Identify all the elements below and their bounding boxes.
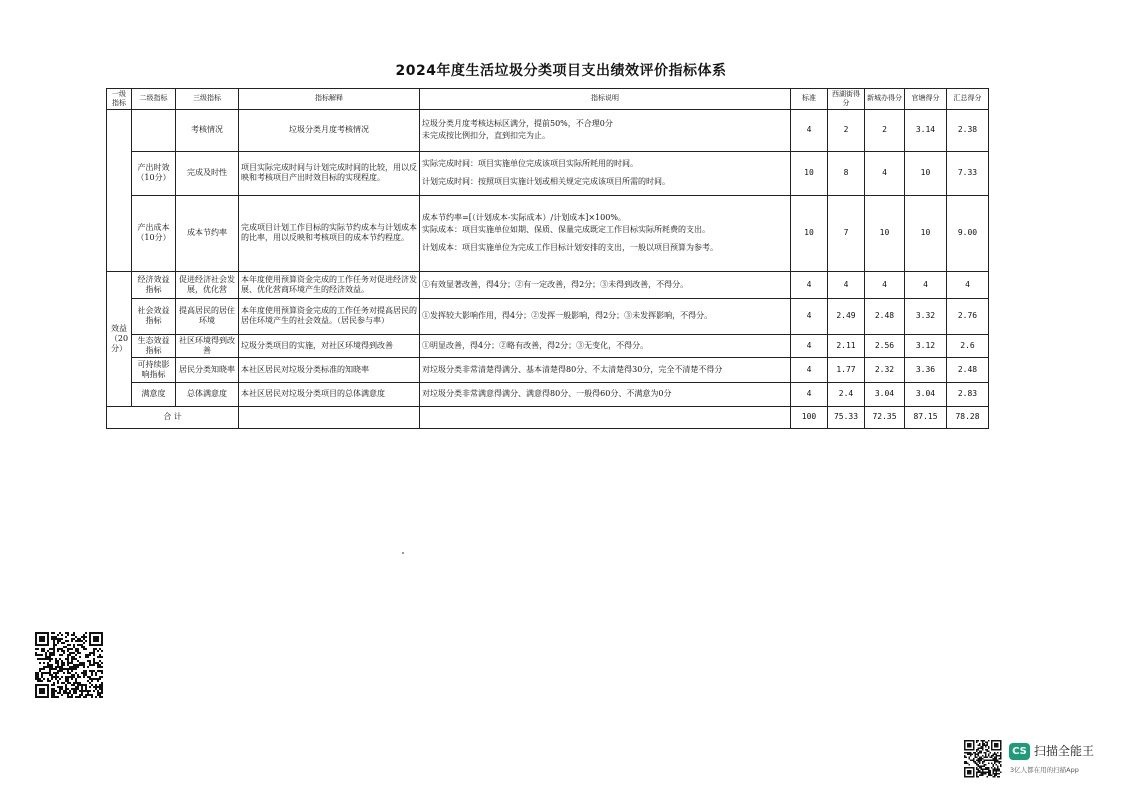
table-row	[107, 151, 989, 195]
score-cell: 10	[905, 195, 947, 271]
score-cell: 2	[828, 109, 865, 151]
header-standard: 标准	[791, 89, 828, 110]
header-level2: 二级指标	[132, 89, 176, 110]
level3-cell: 考核情况	[176, 109, 239, 151]
score-cell: 4	[865, 151, 905, 195]
level3-cell: 总体满意度	[176, 382, 239, 406]
header-description: 指标说明	[420, 89, 791, 110]
level3-cell: 社区环境得到改善	[176, 334, 239, 357]
level2-cell: 满意度	[132, 382, 176, 406]
description-line: 计划成本：项目实施单位为完成工作目标计划安排的支出，一般以项目预算为参考。	[422, 243, 718, 252]
level2-cell: 产出时效（10分）	[132, 151, 176, 195]
standard-cell: 4	[791, 382, 828, 406]
total-cell: 2.83	[947, 382, 989, 406]
explanation-cell: 垃圾分类项目的实施，对社区环境得到改善	[239, 334, 420, 357]
level3-cell: 促进经济社会发展，优化营	[176, 271, 239, 298]
score-cell: 4	[828, 271, 865, 298]
description-cell: 对垃圾分类非常满意得满分、满意得80分、一般得60分、不满意为0分	[420, 382, 791, 406]
sum-standard: 100	[791, 406, 828, 428]
sum-empty-cell	[239, 406, 420, 428]
score-cell: 3.04	[865, 382, 905, 406]
level2-cell: 可持续影响指标	[132, 357, 176, 382]
brand-qr-code-icon	[964, 740, 1002, 778]
description-line: 成本节约率=[（计划成本-实际成本）/计划成本]×100%。	[422, 213, 626, 222]
level2-cell: 经济效益指标	[132, 271, 176, 298]
scan-speck	[402, 552, 404, 554]
table-row	[107, 382, 989, 406]
total-cell: 9.00	[947, 195, 989, 271]
explanation-cell: 本年度使用预算资金完成的工作任务对促进经济发展、优化营商环境产生的经济效益。	[239, 271, 420, 298]
description-line: 垃圾分类月度考核达标区满分，提前50%，不合理0分	[422, 119, 613, 128]
score-cell: 4	[905, 271, 947, 298]
description-cell	[420, 195, 791, 271]
level3-cell: 成本节约率	[176, 195, 239, 271]
standard-cell: 4	[791, 109, 828, 151]
brand-name: 扫描全能王	[1034, 744, 1095, 758]
description-cell	[420, 151, 791, 195]
total-cell: 2.76	[947, 298, 989, 334]
level3-cell: 提高居民的居住环境	[176, 298, 239, 334]
brand-tagline: 3亿人都在用的扫描App	[1010, 766, 1079, 774]
total-cell: 2.38	[947, 109, 989, 151]
table-row	[107, 298, 989, 334]
level1-benefit-cell: 效益（20分）	[107, 271, 132, 406]
total-cell: 2.48	[947, 357, 989, 382]
table-row	[107, 109, 989, 151]
table-row	[107, 334, 989, 357]
header-total: 汇总得分	[947, 89, 989, 110]
level3-cell: 完成及时性	[176, 151, 239, 195]
header-level3: 三级指标	[176, 89, 239, 110]
sum-row	[107, 406, 989, 428]
header-score-3: 官塘得分	[905, 89, 947, 110]
total-cell: 7.33	[947, 151, 989, 195]
score-cell: 3.12	[905, 334, 947, 357]
table-row	[107, 271, 989, 298]
level2-empty-cell	[132, 109, 176, 151]
sum-label: 合 计	[107, 406, 239, 428]
explanation-cell: 本社区居民对垃圾分类项目的总体满意度	[239, 382, 420, 406]
score-cell: 3.04	[905, 382, 947, 406]
standard-cell: 4	[791, 334, 828, 357]
total-cell: 4	[947, 271, 989, 298]
level2-cell: 产出成本（10分）	[132, 195, 176, 271]
table-row	[107, 357, 989, 382]
standard-cell: 4	[791, 298, 828, 334]
score-cell: 2.11	[828, 334, 865, 357]
score-cell: 1.77	[828, 357, 865, 382]
description-cell: ①明显改善，得4分；②略有改善，得2分；③无变化，不得分。	[420, 334, 791, 357]
score-cell: 3.36	[905, 357, 947, 382]
sum-total: 78.28	[947, 406, 989, 428]
score-cell: 2.32	[865, 357, 905, 382]
header-score-1: 西湖街得分	[828, 89, 865, 110]
score-cell: 3.14	[905, 109, 947, 151]
level3-cell: 居民分类知晓率	[176, 357, 239, 382]
level2-cell: 社会效益指标	[132, 298, 176, 334]
standard-cell: 10	[791, 195, 828, 271]
description-cell: ①有效显著改善，得4分；②有一定改善，得2分；③未得到改善，不得分。	[420, 271, 791, 298]
score-cell: 8	[828, 151, 865, 195]
score-cell: 2	[865, 109, 905, 151]
explanation-cell: 项目实际完成时间与计划完成时间的比较，用以反映和考核项目产出时效目标的实现程度。	[239, 151, 420, 195]
score-cell: 3.32	[905, 298, 947, 334]
sum-score: 72.35	[865, 406, 905, 428]
document-title: 2024年度生活垃圾分类项目支出绩效评价指标体系	[395, 63, 727, 79]
standard-cell: 4	[791, 271, 828, 298]
score-cell: 2.48	[865, 298, 905, 334]
explanation-cell: 本年度使用预算资金完成的工作任务对提高居民的居住环境产生的社会效益。（居民参与率）	[239, 298, 420, 334]
sum-score: 87.15	[905, 406, 947, 428]
cs-logo-icon: CS	[1009, 743, 1030, 760]
description-line: 实际成本：项目实施单位如期、保质、保量完成既定工作目标实际所耗费的支出。	[422, 225, 710, 234]
level2-cell: 生态效益指标	[132, 334, 176, 357]
score-cell: 2.4	[828, 382, 865, 406]
sum-empty-cell	[420, 406, 791, 428]
explanation-cell: 本社区居民对垃圾分类标准的知晓率	[239, 357, 420, 382]
standard-cell: 10	[791, 151, 828, 195]
description-cell	[420, 109, 791, 151]
scanner-watermark	[964, 740, 1104, 780]
header-explanation: 指标解释	[239, 89, 420, 110]
header-row	[107, 89, 989, 110]
explanation-cell: 完成项目计划工作目标的实际节约成本与计划成本的比率，用以反映和考核项目的成本节约程度。	[239, 195, 420, 271]
description-line: 计划完成时间：按照项目实施计划或相关规定完成该项目所需的时间。	[422, 177, 670, 186]
description-line: 未完成按比例扣分，直到扣完为止。	[422, 131, 550, 140]
score-cell: 2.56	[865, 334, 905, 357]
score-cell: 10	[865, 195, 905, 271]
score-cell: 7	[828, 195, 865, 271]
score-cell: 2.49	[828, 298, 865, 334]
indicator-table	[106, 88, 989, 429]
description-line: 实际完成时间：项目实施单位完成该项目实际所耗用的时间。	[422, 159, 638, 168]
standard-cell: 4	[791, 357, 828, 382]
explanation-cell: 垃圾分类月度考核情况	[239, 109, 420, 151]
header-level1: 一级指标	[107, 89, 132, 110]
total-cell: 2.6	[947, 334, 989, 357]
description-cell: 对垃圾分类非常清楚得满分、基本清楚得80分、不太清楚得30分，完全不清楚不得分	[420, 357, 791, 382]
sum-score: 75.33	[828, 406, 865, 428]
description-cell: ①发挥较大影响作用，得4分；②发挥一般影响，得2分；③未发挥影响，不得分。	[420, 298, 791, 334]
score-cell: 4	[865, 271, 905, 298]
level1-output-cell	[107, 109, 132, 271]
qr-code-icon	[35, 632, 103, 698]
score-cell: 10	[905, 151, 947, 195]
table-row	[107, 195, 989, 271]
header-score-2: 新城办得分	[865, 89, 905, 110]
